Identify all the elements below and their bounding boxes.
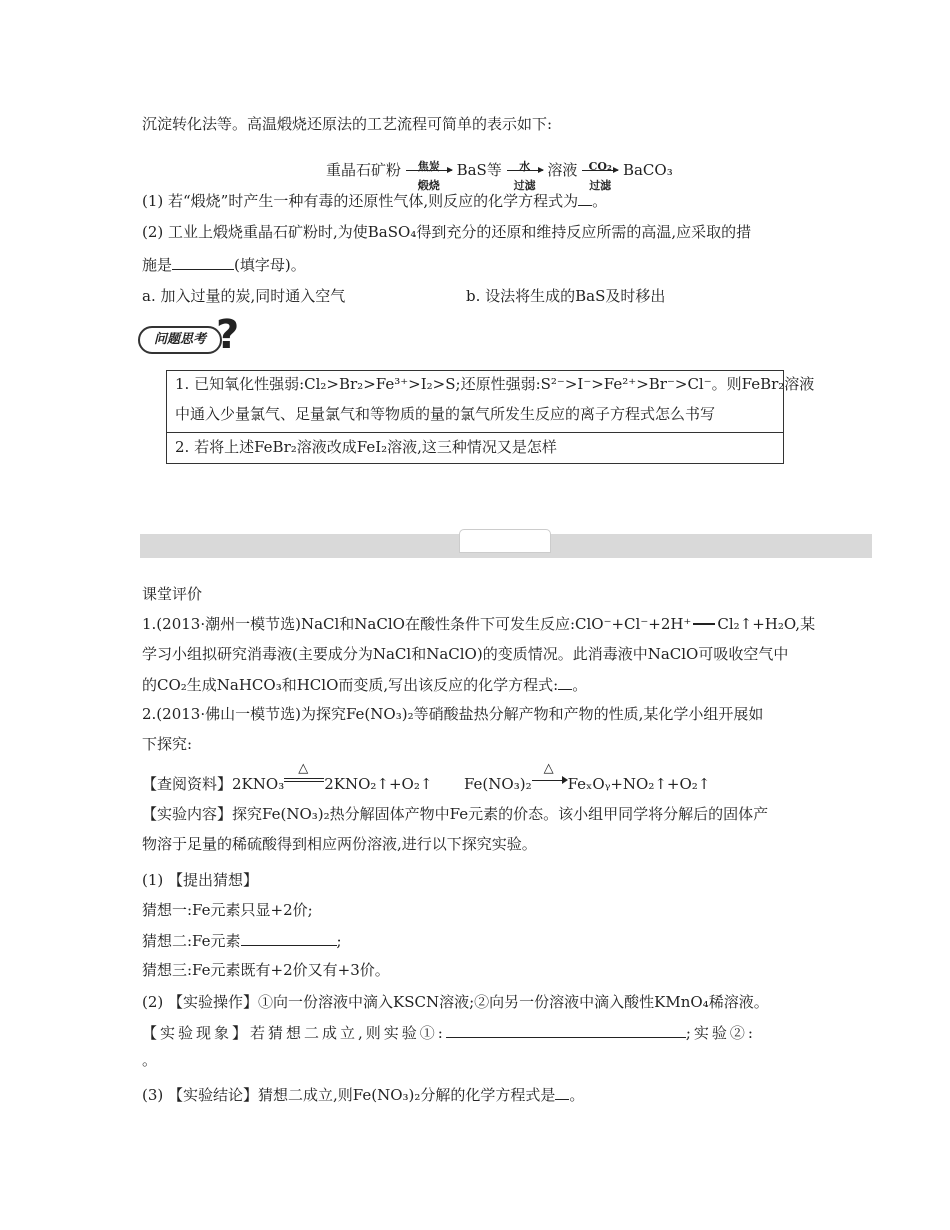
flow-mid-1: BaS等 [456, 161, 502, 179]
problem-2-line1: 2.(2013·佛山一模节选)为探究Fe(NO₃)₂等硝酸盐热分解产物和产物的性质,某化学小组开展如 [142, 705, 764, 723]
guess-3: 猜想三:Fe元素既有+2价又有+3价。 [142, 961, 390, 979]
problem-thinking-label: 问题思考 [138, 326, 222, 354]
flow-end: BaCO₃ [622, 161, 673, 179]
flow-arrow-1: 焦炭 煅烧 [406, 174, 452, 175]
observation-line: 【实验现象】若猜想二成立,则实验①: ;实验②: [142, 1024, 756, 1042]
flow-arrow-2: 水 过滤 [507, 174, 543, 175]
option-b: b. 设法将生成的BaS及时移出 [466, 287, 666, 305]
experiment-content-line2: 物溶于足量的稀硫酸得到相应两份溶液,进行以下探究实验。 [142, 835, 537, 853]
box-question-1-line1: 1. 已知氧化性强弱:Cl₂>Br₂>Fe³⁺>I₂>S;还原性强弱:S²⁻>I⁻>Fe²⁺>Br⁻>Cl⁻。则FeBr₂溶液 [175, 375, 815, 393]
box-question-1-line2: 中通入少量氯气、足量氯气和等物质的量的氯气所发生反应的离子方程式怎么书写 [175, 405, 716, 423]
problem-1-line2: 学习小组拟研究消毒液(主要成分为NaCl和NaClO)的变质情况。此消毒液中NaClO可吸收空气中 [142, 645, 789, 663]
equals-sign-icon [693, 623, 715, 625]
observation-line-end: 。 [142, 1051, 158, 1069]
guess-2: 猜想二:Fe元素 ; [142, 932, 342, 950]
problem-thinking-badge [138, 312, 240, 358]
process-flow [326, 160, 673, 192]
problem-1-line3: 的CO₂生成NaHCO₃和HClO而变质,写出该反应的化学方程式: 。 [142, 676, 588, 694]
option-a: a. 加入过量的炭,同时通入空气 [142, 287, 346, 305]
question-1: (1) 若“煅烧”时产生一种有毒的还原性气体,则反应的化学方程式为 。 [142, 192, 608, 210]
section-title: 课堂评价 [142, 585, 203, 603]
section-divider-band [140, 534, 872, 558]
question-2-line1: (2) 工业上煅烧重晶石矿粉时,为使BaSO₄得到充分的还原和维持反应所需的高温,应采取的措 [142, 223, 752, 241]
answer-blank-exp-1[interactable] [446, 1022, 686, 1038]
flow-arrow-3: CO₂ 过滤 [582, 174, 618, 175]
question-mark-icon: ? [216, 312, 240, 358]
thinking-question-box [166, 370, 815, 464]
flow-start: 重晶石矿粉 [326, 161, 402, 179]
step-1-heading: (1) 【提出猜想】 [142, 871, 259, 889]
intro-text: 沉淀转化法等。高温煅烧还原法的工艺流程可简单的表示如下: [142, 115, 553, 133]
box-question-2: 2. 若将上述FeBr₂溶液改成FeI₂溶液,这三种情况又是怎样 [175, 438, 557, 456]
answer-blank-q1[interactable] [578, 190, 592, 206]
problem-2-line2: 下探究: [142, 735, 193, 753]
flow-mid-2: 溶液 [547, 161, 578, 179]
box-divider [167, 432, 783, 433]
problem-1-line1: 1.(2013·潮州一模节选)NaCl和NaClO在酸性条件下可发生反应:ClO⁻+Cl⁻+2H⁺ Cl₂↑+H₂O,某 [142, 615, 816, 633]
reference-line: 【查阅资料】2KNO₃ △ 2KNO₂↑+O₂↑ Fe(NO₃)₂ △ FeₓOᵧ+NO₂↑+O₂↑ [142, 761, 711, 793]
answer-blank-guess-2[interactable] [241, 930, 337, 946]
step-2-operation: (2) 【实验操作】①向一份溶液中滴入KSCN溶液;②向另一份溶液中滴入酸性KMnO₄稀溶液。 [142, 993, 769, 1011]
answer-blank-conclusion[interactable] [555, 1084, 569, 1100]
heating-equals-icon: △ [284, 775, 324, 789]
reference-label: 【查阅资料】 [142, 775, 233, 793]
answer-blank-p1[interactable] [558, 674, 572, 690]
experiment-content-line1: 【实验内容】探究Fe(NO₃)₂热分解固体产物中Fe元素的价态。该小组甲同学将分解后的固体产 [142, 805, 769, 823]
guess-1: 猜想一:Fe元素只显+2价; [142, 901, 313, 919]
answer-blank-q2[interactable] [172, 254, 234, 270]
heating-arrow-icon: △ [532, 775, 568, 789]
question-2-line2: 施是 (填字母)。 [142, 256, 306, 274]
step-3-conclusion: (3) 【实验结论】猜想二成立,则Fe(NO₃)₂分解的化学方程式是 。 [142, 1086, 585, 1104]
section-divider-tab [459, 529, 551, 553]
